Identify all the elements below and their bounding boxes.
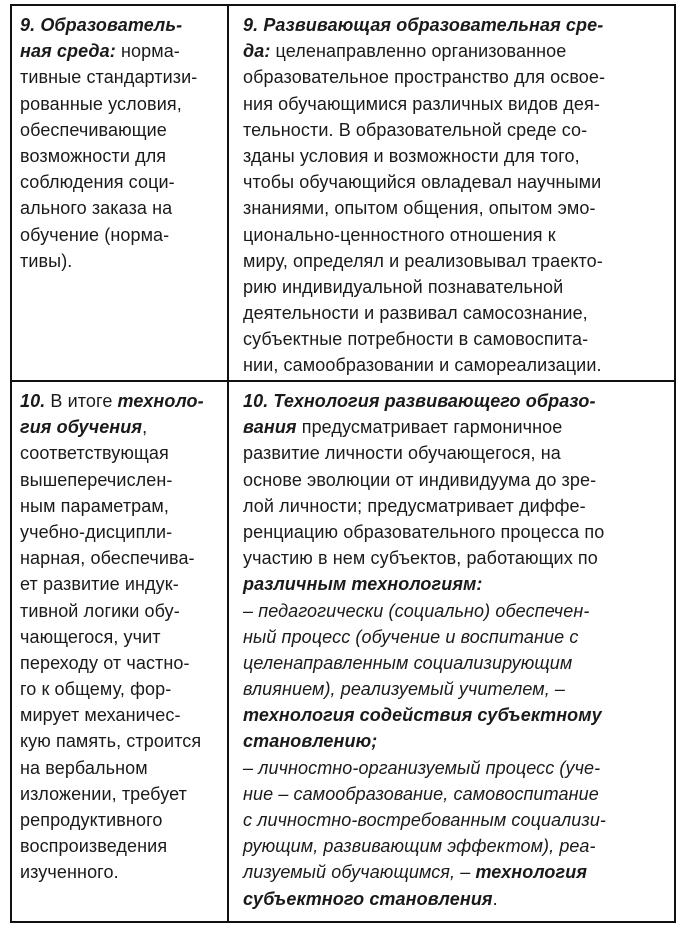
text-line <box>243 493 672 519</box>
text-segment: чтобы обучающийся овладевал научными <box>243 172 602 193</box>
text-line <box>20 91 225 117</box>
text-line <box>20 248 225 274</box>
emphasis-text: субъектного становления <box>243 888 493 909</box>
text-segment: рующим, развивающим эффектом), реа- <box>243 836 596 857</box>
text-line <box>20 650 225 676</box>
text-line <box>20 195 225 221</box>
text-line <box>243 274 672 300</box>
text-line <box>243 64 672 90</box>
text-segment: на вербальном <box>20 757 148 778</box>
text-line <box>243 624 672 650</box>
text-line <box>243 326 672 352</box>
text-line <box>243 598 672 624</box>
emphasis-text: технология содействия субъектному <box>243 705 602 726</box>
text-segment: с личностно-востребованным социализи- <box>243 810 607 830</box>
text-line <box>20 755 225 781</box>
text-line <box>20 12 225 38</box>
text-segment: влиянием), реализуемый учителем, – <box>243 679 566 700</box>
text-segment: обеспечивающие <box>20 119 167 140</box>
emphasis-text: вания <box>243 417 297 438</box>
text-line <box>20 493 225 519</box>
text-line <box>20 728 225 754</box>
text-line <box>20 545 225 571</box>
text-line <box>243 807 672 833</box>
text-line <box>20 676 225 702</box>
text-line <box>20 64 225 90</box>
text-segment: ренциацию образовательного процесса по <box>243 521 605 542</box>
text-segment: – педагогически (социально) обеспечен- <box>243 600 590 621</box>
text-segment: рованные условия, <box>20 93 182 114</box>
cell-text <box>20 388 225 886</box>
table-cell-traditional <box>12 6 229 380</box>
text-segment: знаниями, опытом общения, опытом эмо- <box>243 198 596 219</box>
emphasis-text: 9. Образователь- <box>20 15 183 35</box>
text-segment: кую память, строится <box>20 731 202 752</box>
text-segment: рию индивидуальной познавательной <box>243 276 564 297</box>
text-line <box>243 676 672 702</box>
text-segment: воспроизведения <box>20 836 168 857</box>
emphasis-text: становлению; <box>243 731 378 752</box>
text-segment: лой личности; предусматривает диффе- <box>243 495 586 516</box>
text-segment: тельности. В образовательной среде со- <box>243 119 588 140</box>
text-segment: соблюдения соци- <box>20 172 175 193</box>
text-segment: субъектные потребности в самовоспита- <box>243 329 589 350</box>
text-line <box>243 143 672 169</box>
text-segment: лизуемый обучающимся, – <box>243 862 476 883</box>
text-line <box>243 886 672 912</box>
cell-text <box>243 12 672 379</box>
table-cell-developmental <box>229 6 674 380</box>
cell-text <box>243 388 672 912</box>
text-line <box>20 169 225 195</box>
text-segment: основе эволюции от индивидуума до зре- <box>243 469 597 490</box>
text-line <box>243 467 672 493</box>
text-segment: деятельности и развивал самосознание, <box>243 303 588 324</box>
text-segment: нарная, обеспечива- <box>20 548 195 569</box>
table-cell-developmental <box>229 382 674 921</box>
text-line <box>20 833 225 859</box>
comparison-table <box>10 4 676 923</box>
text-line <box>243 169 672 195</box>
text-line <box>243 781 672 807</box>
text-line <box>243 12 672 38</box>
text-segment: ния обучающимися различных видов дея- <box>243 93 600 114</box>
text-line <box>20 781 225 807</box>
text-segment: миру, определял и реализовывал траекто- <box>243 250 603 271</box>
text-line <box>243 91 672 117</box>
text-line <box>243 519 672 545</box>
text-segment: В итоге <box>45 391 118 411</box>
text-line <box>243 859 672 885</box>
text-line <box>243 728 672 754</box>
text-segment: зданы условия и возможности для того, <box>243 145 580 166</box>
text-segment: тивной логики обу- <box>20 600 180 621</box>
table-row <box>12 380 674 921</box>
text-segment: го к общему, фор- <box>20 679 172 700</box>
text-line <box>243 440 672 466</box>
emphasis-text: различным технологиям: <box>243 574 483 595</box>
text-line <box>243 833 672 859</box>
text-segment: мирует механичес- <box>20 705 181 726</box>
text-segment: образовательное пространство для освое- <box>243 67 606 88</box>
text-line <box>243 300 672 326</box>
text-segment: – личностно-организуемый процесс (уче- <box>243 757 601 778</box>
text-line <box>243 38 672 64</box>
emphasis-text: техноло- <box>117 391 204 411</box>
table-row <box>12 6 674 380</box>
text-segment: ального заказа на <box>20 198 173 219</box>
text-segment: , <box>142 417 148 438</box>
emphasis-text: гия обучения <box>20 417 143 438</box>
table-cell-traditional <box>12 382 229 921</box>
text-segment: обучение (норма- <box>20 224 170 245</box>
text-segment: тивы). <box>20 250 73 271</box>
emphasis-text: 10. <box>20 391 46 411</box>
text-segment: чающегося, учит <box>20 626 161 647</box>
text-segment: учебно-дисципли- <box>20 521 173 542</box>
text-line <box>243 702 672 728</box>
text-line <box>243 388 672 414</box>
text-line <box>20 143 225 169</box>
emphasis-text: да: <box>243 41 271 62</box>
emphasis-text: технология <box>475 862 588 883</box>
text-line <box>20 571 225 597</box>
text-segment: участию в нем субъектов, работающих по <box>243 548 598 569</box>
text-line <box>20 414 225 440</box>
text-segment: изложении, требует <box>20 783 187 804</box>
text-line <box>243 352 672 378</box>
text-segment: целенаправленно организованное <box>270 41 567 62</box>
text-line <box>243 650 672 676</box>
text-line <box>20 467 225 493</box>
text-segment: ние – самообразование, самовоспитание <box>243 783 599 804</box>
text-segment: развитие личности обучающегося, на <box>243 443 561 464</box>
text-segment: соответствующая <box>20 443 169 464</box>
text-line <box>20 38 225 64</box>
text-segment: изученного. <box>20 862 119 883</box>
text-segment: тивные стандартизи- <box>20 67 198 88</box>
text-line <box>20 117 225 143</box>
text-segment: ный процесс (обучение и воспитание с <box>243 626 579 647</box>
text-segment: ет развитие индук- <box>20 574 179 595</box>
text-segment: норма- <box>115 41 180 62</box>
text-line <box>20 624 225 650</box>
text-line <box>20 807 225 833</box>
text-line <box>243 571 672 597</box>
text-segment: предусматривает гармоничное <box>296 417 563 438</box>
text-segment: репродуктивного <box>20 810 163 830</box>
text-segment: возможности для <box>20 145 167 166</box>
text-segment: . <box>492 888 498 909</box>
text-segment: ционально-ценностного отношения к <box>243 224 556 245</box>
text-line <box>243 545 672 571</box>
text-line <box>20 859 225 885</box>
text-line <box>20 702 225 728</box>
text-line <box>20 440 225 466</box>
text-segment: переходу от частно- <box>20 652 190 673</box>
text-line <box>20 388 225 414</box>
text-segment: нии, самообразовании и самореализации. <box>243 355 602 376</box>
emphasis-text: ная среда: <box>20 41 116 62</box>
text-line <box>20 222 225 248</box>
emphasis-text: 10. Технология развивающего образо- <box>243 391 596 411</box>
text-segment: целенаправленным социализирующим <box>243 652 573 673</box>
text-line <box>243 117 672 143</box>
text-line <box>243 222 672 248</box>
cell-text <box>20 12 225 274</box>
text-line <box>243 755 672 781</box>
text-line <box>243 195 672 221</box>
text-line <box>20 519 225 545</box>
text-segment: вышеперечислен- <box>20 469 173 490</box>
text-line <box>20 598 225 624</box>
text-segment: ным параметрам, <box>20 495 169 516</box>
text-line <box>243 248 672 274</box>
text-line <box>243 414 672 440</box>
emphasis-text: 9. Развивающая образовательная сре- <box>243 15 604 35</box>
